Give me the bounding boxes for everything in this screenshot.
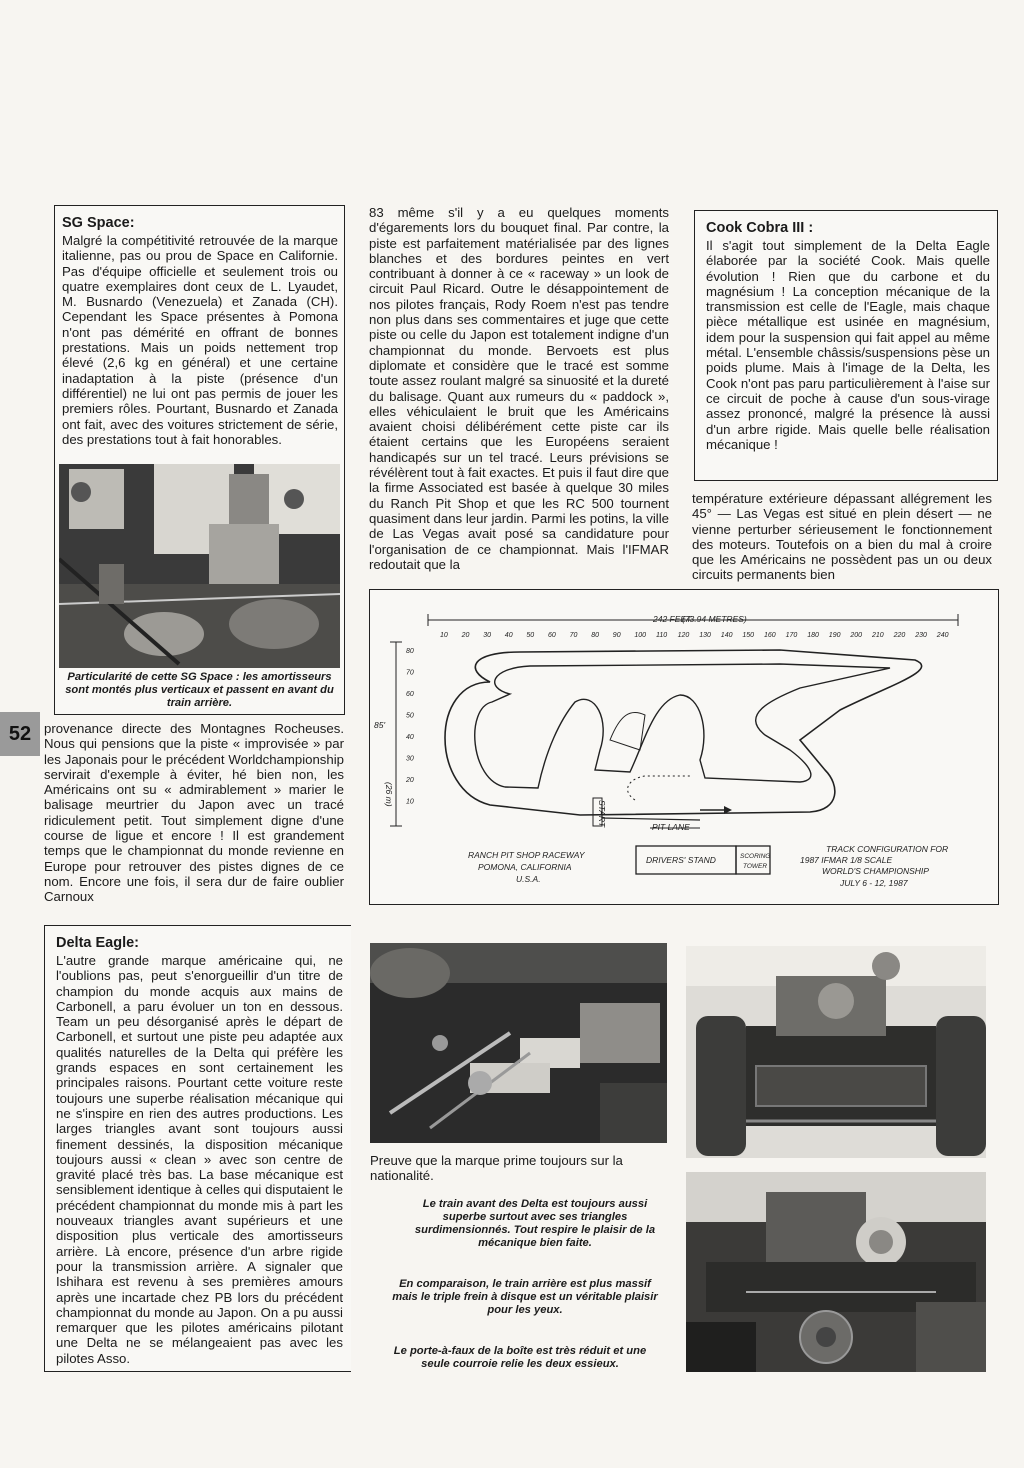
x-tick-label: 30 <box>483 632 491 639</box>
venue-line-1: RANCH PIT SHOP RACEWAY <box>468 850 585 860</box>
x-tick-label: 90 <box>612 632 621 639</box>
scoring-tower-line-2: TOWER <box>743 863 768 870</box>
sg-space-engine-photo <box>59 464 340 668</box>
cook-cobra-text: Il s'agit tout simplement de la Delta Eagle élaborée par la société Cook. Mais quelle évolution ! Rien que du carbone et du magnésium ! La conception mécanique de la transmission est celle de l'Eagle, mais chaque pièce métallique est usinée en magnésium, idem pour la suspension qui fait appel au même métal. L'ensemble châssis/suspensions pèse un poids plume. Mais à l'image de la Delta, les Cook n'ont pas paru particulièrement à l'aise sur ce circuit de poche à cause d'un sous-virage assez prononcé, malgré la présence là aussi d'un arbre rigide. Mais quelle belle réalisation mécanique ! <box>706 238 990 452</box>
x-tick-label: 40 <box>504 632 513 639</box>
page-number: 52 <box>0 712 40 756</box>
x-tick-label: 110 <box>656 632 668 639</box>
track-map-box <box>369 589 999 905</box>
nationality-caption: Preuve que la marque prime toujours sur la nationalité. <box>370 1153 623 1184</box>
x-tick-label: 220 <box>893 632 906 639</box>
y-tick-label: 80 <box>406 648 414 655</box>
cook-cobra-box <box>694 210 998 481</box>
x-tick-label: 50 <box>526 632 535 639</box>
pit-lane-path <box>602 804 700 820</box>
x-tick-label: 20 <box>461 632 470 639</box>
y-tick-label: 50 <box>406 712 414 720</box>
x-tick-label: 160 <box>764 632 776 639</box>
track-center-island <box>610 712 645 750</box>
y-tick-label: 30 <box>406 755 414 763</box>
sg-space-title: SG Space: <box>62 215 135 231</box>
x-tick-label: 70 <box>569 632 578 639</box>
x-tick-label: 210 <box>872 632 884 639</box>
rear-train-caption: En comparaison, le train arrière est plus massif mais le triple frein à disque est un véritable plaisir pour les yeux. <box>392 1278 658 1316</box>
x-tick-label: 190 <box>828 632 841 639</box>
y-tick-label: 10 <box>406 798 414 806</box>
gearbox-photo <box>686 1172 986 1372</box>
x-tick-label: 10 <box>440 632 448 639</box>
racing-line-dotted <box>628 776 690 800</box>
y-tick-label: 20 <box>406 777 414 784</box>
delta-eagle-text-block <box>45 926 351 1366</box>
left-column-text: provenance directe des Montagnes Rocheuses. Nous qui pensions que la piste « improvisée » par les Japonais pour le précédent Worldchampionship servirait d'exemple à éviter, hé bien non, les Américains ont su « admirablement » marier le balisage meurtrier du Japon avec un tracé ridiculement petit. Tout simplement digne d'une course de ligue et encore ! Il est grandement temps que le championnat du monde revienne en Europe pour retrouver des pistes dignes de ce nom. Encore une fois, il sera dur de faire oublier Carnoux <box>44 721 344 905</box>
sg-space-box <box>54 205 345 715</box>
delta-rear-photo <box>686 946 986 1158</box>
config-line-2: 1987 IFMAR 1/8 SCALE <box>800 855 893 865</box>
x-tick-label: 80 <box>591 632 599 639</box>
track-inner-edge <box>475 664 890 788</box>
config-line-3: WORLD'S CHAMPIONSHIP <box>822 866 929 876</box>
right-column-text: température extérieure dépassant allégrement les 45° — Las Vegas est situé en plein désert — ne vienne perturber sérieusement le fonctionnement des moteurs. Toutefois on a bien du mal à croire que les Américains ne possèdent pas un ou deux circuits permanents bien <box>692 491 992 583</box>
delta-eagle-box <box>44 925 351 1372</box>
venue-line-3: U.S.A. <box>516 874 541 884</box>
track-height-metric: (26 m) <box>384 782 394 807</box>
config-line-1: TRACK CONFIGURATION FOR <box>826 844 949 854</box>
x-tick-label: 120 <box>677 632 690 639</box>
x-tick-label: 240 <box>936 632 949 639</box>
track-outer-edge <box>445 650 922 815</box>
scoring-tower-line-1: SCORING <box>740 853 771 860</box>
y-axis-ticks <box>405 648 414 806</box>
sg-space-caption: Particularité de cette SG Space : les amortisseurs sont montés plus verticaux et passent en avant du train arrière. <box>65 671 334 709</box>
config-line-4: JULY 6 - 12, 1987 <box>840 878 908 888</box>
x-tick-label: 180 <box>807 632 819 639</box>
drivers-stand-label: DRIVERS' STAND <box>646 855 716 865</box>
y-tick-label: 70 <box>406 669 414 677</box>
overhang-caption: Le porte-à-faux de la boîte est très réduit et une seule courroie relie les deux essieux. <box>393 1345 647 1370</box>
x-tick-label: 200 <box>850 632 863 639</box>
cook-cobra-title: Cook Cobra III : <box>706 220 814 236</box>
track-width-label: 242 FEET <box>653 614 692 624</box>
pit-lane-label: PIT LANE <box>652 822 690 832</box>
cook-cobra-text-block <box>695 211 997 452</box>
sg-space-text-block <box>55 206 344 447</box>
delta-eagle-text: L'autre grande marque américaine qui, ne l'oublions pas, peut s'enorgueillir d'un titre de champion du monde acquis aux mains de Carbonell, a paru évoluer un ton en dessous. Team un peu désorganisé après le départ de Carbonell, et surtout une piste peu adaptée aux qualités naturelles de la Delta qui préfère les grands espaces en sont certainement les principales raisons. Pourtant cette voiture reste toujours une superbe réalisation mécanique qui ne s'inspire en rien des autres productions. Les larges triangles avant sont toujours aussi finement dessinés, la disposition mécanique toujours aussi « clean » avec son centre de gravité placé très bas. La base mécanique est sensiblement identique à celles qui disputaient le précédent championnat du monde mis à part les nouveaux triangles avant supérieurs et une disposition plus verticale des amortisseurs arrière. Là encore, présence d'un arbre rigide pour la transmission arrière. A signaler que Ishihara est revenu à ses premières amours après une incartade chez PB lors du précédent championnat du monde au Japon. On a pu aussi remarquer que les pilotes américains pilotant une Delta ne se mélangeaient pas avec les pilotes Asso. <box>56 953 343 1366</box>
y-tick-label: 60 <box>406 691 414 698</box>
y-tick-label: 40 <box>406 734 414 741</box>
middle-column-text: 83 même s'il y a eu quelques moments d'égarements lors du bouquet final. Par contre, la piste est parfaitement matérialisée par des lignes blanches et des bordures peintes en vert contribuant à donner à ce « raceway » un look de circuit Paul Ricard. Outre le désappointement de nos pilotes français, Rody Roem n'est pas tendre non plus dans ses commentaires et juge que cette piste ou celle du Japon est totalement indigne d'un championnat du monde. Bervoets est plus diplomate et considère que le tracé est somme toute assez roulant malgré sa sinuosité et la dureté du balisage. Quant aux rumeurs du « paddock », elles véhiculaient le bruit que les Américains avaient choisi délibérément cette piste car ils étaient certains que les Européens seraient handicapés sur un tel tracé. Leurs prévisions se révélèrent tout à fait exactes. Et puis il faut dire que la firme Associated est basée à quelque 30 miles du Ranch Pit Shop et que les RC 500 tournent quasiment dans leur jardin. Parmi les potins, la ville de Las Vegas avait posé sa candidature pour l'organisation de ce championnat. Mais l'IFMAR redoutait que la <box>369 205 669 572</box>
x-tick-label: 60 <box>548 632 556 639</box>
x-tick-label: 100 <box>634 632 647 639</box>
track-height-label: 85' <box>374 720 386 730</box>
delta-front-photo <box>370 943 667 1143</box>
x-tick-label: 130 <box>699 632 711 639</box>
track-map-diagram <box>370 590 996 902</box>
x-axis-ticks <box>440 632 949 639</box>
x-tick-label: 230 <box>915 632 927 639</box>
venue-line-2: POMONA, CALIFORNIA <box>478 862 572 872</box>
track-width-metric: (73.94 METRES) <box>682 614 747 624</box>
start-label: START <box>597 800 607 828</box>
x-tick-label: 150 <box>742 632 755 639</box>
x-tick-label: 170 <box>785 632 798 639</box>
sg-space-text: Malgré la compétitivité retrouvée de la marque italienne, pas ou prou de Space en Californie. Pas d'équipe officielle et seulement trois ou quatre exemplaires dont ceux de L. Lyaudet, M. Busnardo (Venezuela) et Zanada (CH). Cependant les Space présentes à Pomona n'ont pas démérité en offrant de bonnes prestations. Mais un poids nettement trop élevé (2,6 kg en général) et une certaine inadaptation à la piste (présence d'un différentiel) ne lui ont pas permis de jouer les premiers rôles. Pourtant, Busnardo et Zanada ont fait, avec des voitures strictement de série, des prestations tout à fait honorables. <box>62 233 338 447</box>
x-tick-label: 140 <box>720 632 733 639</box>
front-train-caption: Le train avant des Delta est toujours aussi superbe surtout avec ses triangles surdimensionnés. Tout respire le plaisir de la mécanique bien faite. <box>414 1198 656 1249</box>
delta-eagle-title: Delta Eagle: <box>56 935 139 951</box>
